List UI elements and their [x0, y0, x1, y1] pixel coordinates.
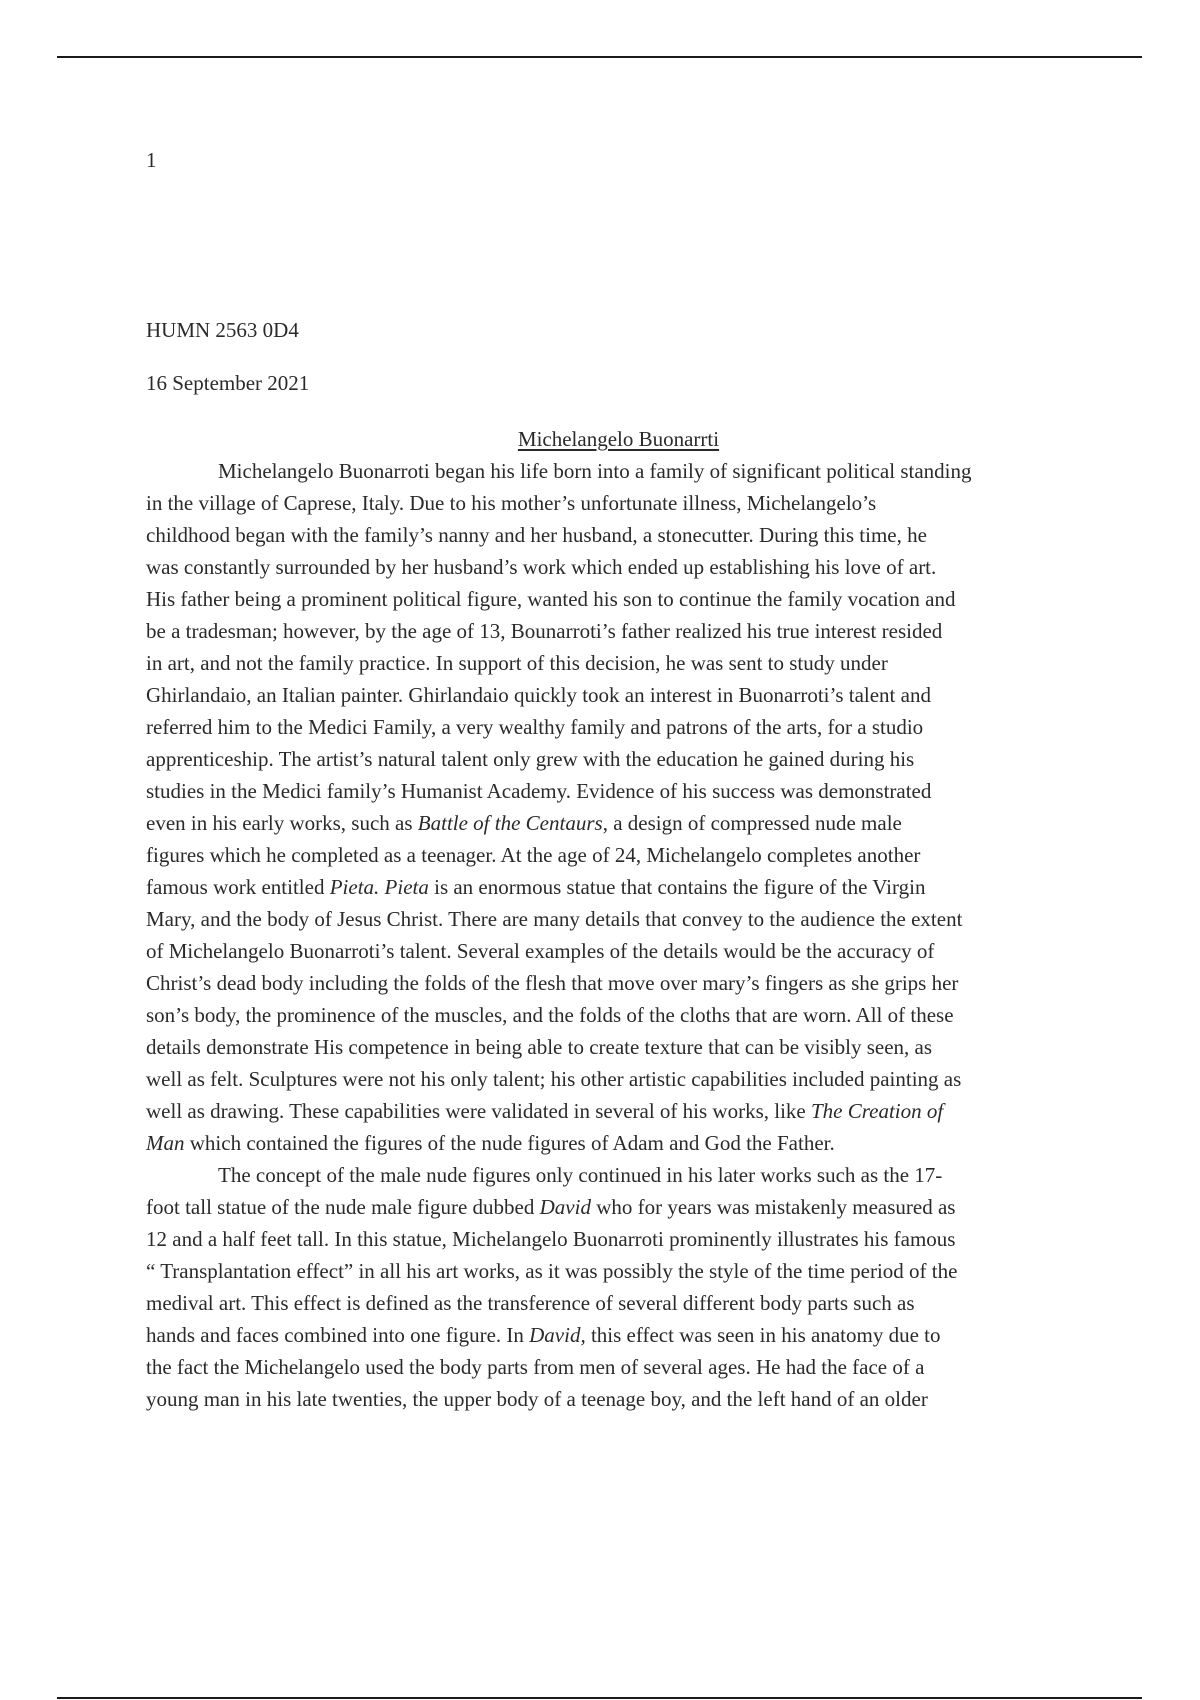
- page-number: 1: [146, 148, 157, 172]
- bottom-rule: [57, 1697, 1142, 1699]
- text-line: famous work entitled Pieta. Pieta is an enormous statue that contains the figure of the Virgin: [146, 875, 926, 899]
- text-line: young man in his late twenties, the upper body of a teenage boy, and the left hand of an older: [146, 1387, 928, 1411]
- text-line: Mary, and the body of Jesus Christ. There are many details that convey to the audience the extent: [146, 907, 963, 931]
- work-title-david: David: [539, 1195, 591, 1219]
- text-line: foot tall statue of the nude male figure dubbed David who for years was mistakenly measured as: [146, 1195, 956, 1219]
- essay-title: Michelangelo Buonarrti: [517, 427, 720, 451]
- text-line: Ghirlandaio, an Italian painter. Ghirlandaio quickly took an interest in Buonarroti’s talent and: [146, 683, 931, 707]
- text-line: The concept of the male nude figures only continued in his later works such as the 17-: [218, 1163, 943, 1187]
- work-title-pieta: Pieta. Pieta: [329, 875, 429, 899]
- text-line: be a tradesman; however, by the age of 13, Bounarroti’s father realized his true interest resided: [146, 619, 943, 643]
- text-line: apprenticeship. The artist’s natural talent only grew with the education he gained during his: [146, 747, 915, 771]
- text-line: studies in the Medici family’s Humanist Academy. Evidence of his success was demonstrated: [146, 779, 932, 803]
- work-title-david-2: David,: [529, 1323, 586, 1347]
- text-line: hands and faces combined into one figure. In David, this effect was seen in his anatomy due to: [146, 1323, 941, 1347]
- top-rule: [57, 56, 1142, 58]
- text-line: well as felt. Sculptures were not his only talent; his other artistic capabilities included painting as: [146, 1067, 962, 1091]
- text-line: figures which he completed as a teenager. At the age of 24, Michelangelo completes another: [146, 843, 921, 867]
- text-line: His father being a prominent political figure, wanted his son to continue the family vocation and: [146, 587, 956, 611]
- text-line: son’s body, the prominence of the muscles, and the folds of the cloths that are worn. All of these: [146, 1003, 954, 1027]
- text-line: Christ’s dead body including the folds of the flesh that move over mary’s fingers as she grips her: [146, 971, 959, 995]
- text-line: Michelangelo Buonarroti began his life born into a family of significant political standing: [218, 459, 972, 483]
- text-line: referred him to the Medici Family, a very wealthy family and patrons of the arts, for a studio: [146, 715, 924, 739]
- text-line: the fact the Michelangelo used the body parts from men of several ages. He had the face of a: [146, 1355, 925, 1379]
- text-line: childhood began with the family’s nanny and her husband, a stonecutter. During this time, he: [146, 523, 927, 547]
- text-line: well as drawing. These capabilities were validated in several of his works, like The Creation of: [146, 1099, 944, 1123]
- text-line: in art, and not the family practice. In support of this decision, he was sent to study under: [146, 651, 888, 675]
- course-code: HUMN 2563 0D4: [146, 318, 299, 342]
- text-line: medival art. This effect is defined as the transference of several different body parts such as: [146, 1291, 915, 1315]
- text-line: details demonstrate His competence in being able to create texture that can be visibly seen, as: [146, 1035, 933, 1059]
- paragraph-2: [146, 1159, 1091, 1415]
- work-title-creation-of-man: The Creation of: [811, 1099, 944, 1123]
- text-line: in the village of Caprese, Italy. Due to his mother’s unfortunate illness, Michelangelo’s: [146, 491, 877, 515]
- work-title-battle-of-the-centaurs: Battle of the Centaurs: [417, 811, 603, 835]
- work-title-creation-of-man-cont: Man: [146, 1131, 185, 1155]
- text-line: 12 and a half feet tall. In this statue, Michelangelo Buonarroti prominently illustrates his famous: [146, 1227, 956, 1251]
- text-line: even in his early works, such as Battle of the Centaurs, a design of compressed nude male: [146, 811, 902, 835]
- paragraph-1: [146, 455, 1091, 1159]
- essay-body: [146, 427, 1091, 1415]
- text-line: was constantly surrounded by her husband’s work which ended up establishing his love of art.: [146, 555, 937, 579]
- text-line: Man which contained the figures of the nude figures of Adam and God the Father.: [146, 1131, 835, 1155]
- text-line: “ Transplantation effect” in all his art works, as it was possibly the style of the time period of the: [146, 1259, 958, 1283]
- text-line: of Michelangelo Buonarroti’s talent. Several examples of the details would be the accuracy of: [146, 939, 935, 963]
- essay-date: 16 September 2021: [146, 371, 310, 395]
